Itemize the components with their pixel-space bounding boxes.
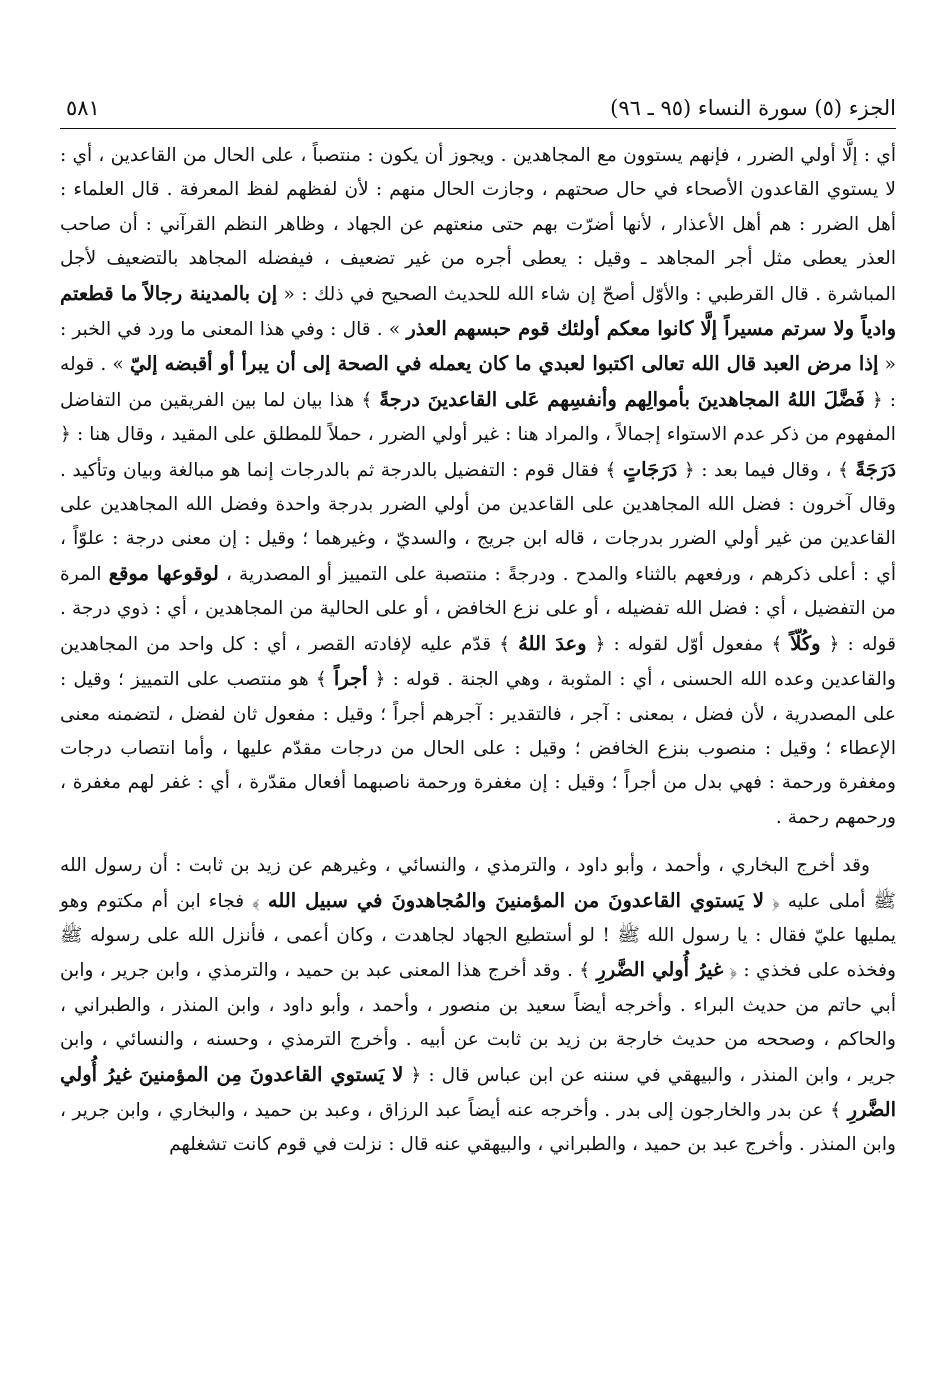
text-segment: ﴾ فقال قوم : التفضيل بالدرجة ثم بالدرجات إنما هو مبالغة وبيان [123, 459, 623, 481]
text-segment: ﴾ عن بدر والخارجون إلى بدر . وأخرجه عنه أيضاً عبد الرزاق ، وعبد بن حميد ، والبخاري ، [156, 1099, 848, 1121]
quran-or-hadith-text: فَضَّلَ اللهُ المجاهدينَ بأموالِهم وأنفسِهم عَلى القاعدينَ درجةً [379, 387, 865, 411]
quran-or-hadith-text: وعدَ اللهُ [518, 631, 587, 655]
quran-or-hadith-text: إذا مرض العبد قال الله تعالى اكتبوا لعبدي ما كان يعمله في الصحة إلى أن يبرأ أو أقبضه إليّ [129, 352, 879, 376]
text-segment: أي : إلَّا أولي الضرر ، فإنهم يستوون مع المجاهدين . ويجوز أن يكون : منتصباً ، على الحال من القاعدين ، [98, 145, 896, 166]
text-segment: ﴾ فجاء ابن أم مكتوم [96, 890, 268, 912]
text-segment: أن صاحب العذر يعطى مثل أجر المجاهد ـ وقيل : يعطى أجره من غير تضعيف ، فيفضله المجاهد بالتضعيف [60, 213, 896, 270]
quran-or-hadith-text: إن بالمدينة رجالاً [143, 281, 278, 305]
text-segment: علوّاً ، أي : أعلى ذكرهم ، ورفعهم بالثناء والمدح . ودرجةً : منتصبة على التمييز أو المصدرية ، [60, 528, 896, 585]
quran-or-hadith-text: غيرُ أُولي الضَّررِ [596, 958, 724, 982]
text-segment: التمييز ؛ وقيل : على المصدرية ، لأن فضل ، بمعنى : آجر ، فالتقدير : آجرهم أجراً ؛ وقيل : مفعول ثان [60, 669, 896, 725]
text-segment: وهو يمليها عليّ فقال : يا رسول الله ﷺ ! لو أستطيع الجهاد لجاهدت ، وكان أعمى ، فأنزل الله على رسوله [60, 890, 896, 946]
paragraph-2 [60, 849, 896, 1163]
text-segment: وابن جرير ، وابن المنذر . وأخرج عبد بن حميد ، والطبراني ، والبيهقي عنه قال : نزلت في قوم كانت تشغلهم [60, 1099, 896, 1156]
text-segment: » . قال : وفي هذا المعنى ما ورد [147, 319, 407, 341]
text-segment: ﴾ مفعول أوّل لقوله : ﴿ [586, 633, 791, 655]
running-header [60, 92, 896, 129]
quran-or-hadith-text: وكُلّاً [790, 631, 821, 655]
text-segment: ﴾ هذا بيان لما بين الفريقين من التفاضل [60, 389, 380, 411]
text-segment: في الخبر : « [60, 319, 896, 376]
text-segment: على القاعدين من غير أولي الضرر بدرجات ، قاله ابن جريج ، والسديّ ، وغيرهما ؛ وقيل : إن معنى درجة : [60, 494, 896, 550]
quran-or-hadith-text: دَرَجَةً [855, 457, 896, 481]
text-segment: وأما انتصاب درجات ومغفرة ورحمة : فهي بدل من أجراً ؛ وقيل : إن مغفرة ورحمة ناصبهما أفعال مقدّرة ، [60, 737, 896, 794]
page-number: ٥٨١ [66, 96, 100, 120]
text-segment: أي : لا يستوي القاعدون الأصحاء في حال صحتهم ، وجازت الحال منهم : لأن لفظهم لفظ المعرفة . قال [60, 145, 896, 201]
text-segment: المفهوم من ذكر عدم الاستواء إجمالاً ، والمراد هنا : غير أولي الضرر ، حملاً للمطلق على المقيد ، وقال هنا : [76, 424, 896, 446]
text-segment: والطبراني ، والحاكم ، وصححه من حديث خارجة بن زيد بن ثابت عن أبيه . وأخرج الترمذي ، وحسنه ، [60, 994, 896, 1051]
text-segment: ﴿ [60, 424, 71, 446]
text-segment: أي : غفر لهم مغفرة ، ورحمهم رحمة . [60, 772, 896, 828]
text-segment: ﴾ ، وقال فيما بعد : ﴿ [677, 459, 856, 481]
quran-or-hadith-text: أجراً [333, 667, 368, 691]
text-segment: ﴾ . وقد أخرج هذا المعنى عبد بن حميد ، والترمذي ، وابن [155, 960, 597, 982]
text-segment: قوله : ﴿ [60, 354, 897, 411]
quran-or-hadith-text: لوقوعها موقع [108, 561, 219, 585]
text-segment: ﷺ أملى عليه ﴿ [764, 890, 897, 912]
text-segment: العلماء : أهل الضرر : هم أهل الأعذار ، لأنها أضرّت بهم حتى منعتهم عن الجهاد ، وظاهر النظم القرآني : [60, 179, 897, 235]
text-segment: » . [100, 354, 130, 376]
page-body [60, 139, 896, 1163]
quran-or-hadith-text: ما قطعتم وادياً ولا سرتم مسيراً إلَّا كانوا معكم أولئك قوم حبسهم العذر [60, 281, 896, 341]
paragraph-1 [60, 139, 896, 835]
text-segment: درجة . قوله : ﴿ [60, 598, 896, 655]
quran-or-hadith-text: دَرَجَاتٍ [622, 457, 678, 481]
text-segment: من المجاهدين والقاعدين وعده الله الحسنى ، أي : المثوبة ، وهي الجنة . قوله : ﴿ [60, 633, 896, 691]
page [60, 92, 896, 1163]
quran-or-hadith-text: لا يَستوي القاعدونَ مِن المؤمنينَ [138, 1062, 404, 1086]
text-segment: لأجل المباشرة . قال القرطبي : والأوّل أصحّ إن شاء الله للحديث الصحيح في ذلك : « [60, 248, 896, 305]
text-segment: لفضل ، لتضمنه معنى الإعطاء ؛ وقيل : منصوب بنزع الخافض ؛ وقيل : على الحال من درجات مقدّم عليها ، [60, 703, 896, 759]
text-segment: ﴾ هو منتصب على [186, 669, 334, 691]
text-segment: ﷺ وفخذه على فخذي : ﴿ [60, 924, 896, 982]
quran-or-hadith-text: غيرُ أُولي الضَّررِ [60, 1062, 897, 1121]
text-segment: والنسائي ، وابن جرير ، وابن المنذر ، والبيهقي في سننه عن ابن عباس قال : ﴿ [60, 1029, 896, 1086]
text-segment: وقد أخرج البخاري ، وأحمد ، وأبو داود ، والترمذي ، والنسائي ، وغيرهم عن زيد بن ثابت : أن رسول الله [60, 855, 870, 877]
text-segment: جرير ، وابن أبي حاتم من حديث البراء . وأخرجه أيضاً سعيد بن منصور ، وأحمد ، وأبو داود ، وابن المنذر ، [60, 960, 896, 1016]
header-title: الجزء (٥) سورة النساء (٩٥ ـ ٩٦) [610, 96, 896, 120]
text-segment: وتأكيد . وقال آخرون : فضل الله المجاهدين على القاعدين من أولي الضرر بدرجة واحدة وفضل الله المجاهدين [60, 459, 896, 516]
text-segment: ﴾ قدّم عليه لإفادته القصر ، أي : كل واحد [178, 633, 519, 655]
text-segment: المرة من التفضيل ، أي : فضل الله تفضيله ، أو على نزع الخافض ، أو على الحالية من المجاهدين ، أي : ذوي [60, 563, 896, 620]
quran-or-hadith-text: لا يَستوي القاعدونَ من المؤمنينَ والمُجاهدونَ في سبيل الله [267, 888, 765, 912]
